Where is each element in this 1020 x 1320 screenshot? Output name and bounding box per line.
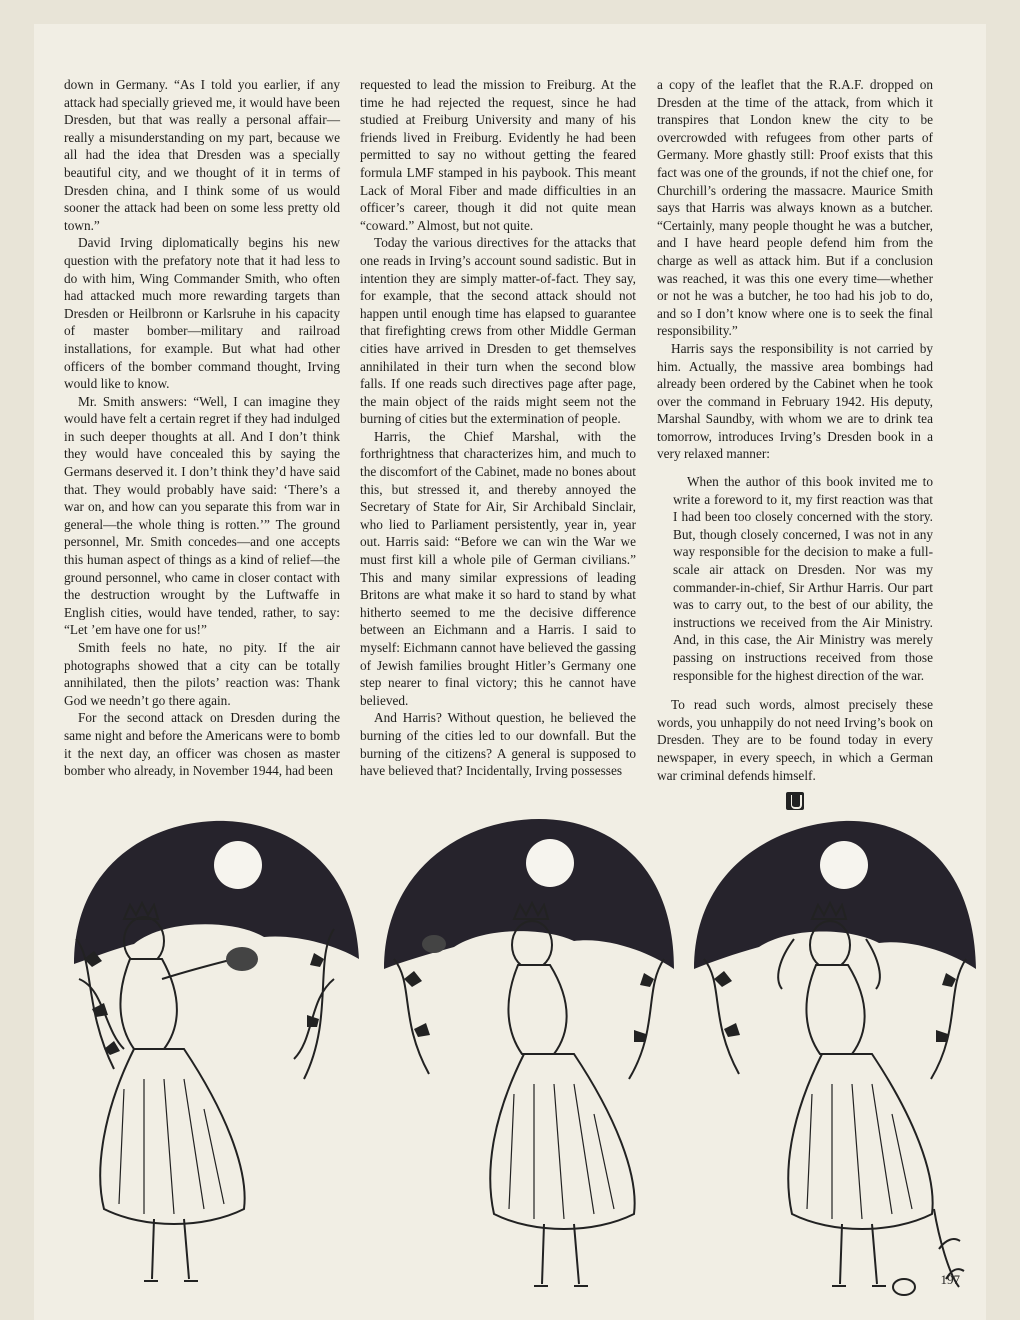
cartoon-panel-1	[74, 821, 359, 1281]
block-quote: When the author of this book invited me to write a foreword to it, my first reaction was that I had been too closely concerned with the story. But, though closely concerned, I was not in any way responsible for the decision to make a full-scale air attack on Dresden. Nor was my commander-in-chief, Sir Arthur Harris. Our part was to carry out, to the best of our ability, the instructions we received from the Air Ministry. And, in this case, the Air Ministry was merely passing on instructions received from those responsible for the highest direction of the war.	[673, 474, 933, 683]
paragraph: To read such words, almost precisely these words, you unhappily do not need Irving’s book on Dresden. They are to be found today in every newspaper, in every speech, in which a German war criminal defends himself.	[657, 697, 933, 783]
text-column-1	[64, 76, 340, 780]
paragraph: For the second attack on Dresden during the same night and before the Americans were to bomb it the next day, an officer was chosen as master bomber who already, in November 1944, had been	[64, 710, 340, 779]
paragraph: Harris says the responsibility is not carried by him. Actually, the massive area bombings had already been ordered by the Cabinet when he took over the command in February 1942. His deputy, Marshal Saundby, with whom we are to drink tea tomorrow, introduces Irving’s Dresden book in a very relaxed manner:	[657, 340, 933, 462]
frog-icon	[226, 947, 258, 971]
magazine-page	[34, 24, 986, 1320]
moon-icon	[820, 841, 868, 889]
paragraph: a copy of the leaflet that the R.A.F. dropped on Dresden at the time of the attack, from which it transpires that London knew the city to be overcrowded with refugees from other parts of Germany. More ghastly still: Proof exists that this fact was one of the grounds, if not the chief one, for Churchill’s ordering the massacre. Maurice Smith says that Harris was always known as a butcher. “Certainly, many people thought he was a butcher, and I have heard people defend him from the charge as well as attack him. But if a conclusion was reached, it was this one every time—whether or not he was a butcher, he too had his job to do, and so I don’t know where one is to seek the final responsibility.”	[657, 77, 933, 339]
paragraph: And Harris? Without question, he believed the burning of the cities led to our downfall. But the burning of the citizens? A general is supposed to have believed that? Incidentally, Irving possesses	[360, 710, 636, 779]
cartoon-panel-2	[384, 819, 674, 1286]
playboy-rabbit-icon	[786, 792, 804, 810]
paragraph: Today the various directives for the attacks that one reads in Irving’s account sound sadistic. But in intention they are simply matter-of-fact. They say, for example, that the second attack should not happen until enough time has elapsed to guarantee that firefighting crews from other Middle German cities have arrived in Dresden to get themselves annihilated in their turn when the second blow falls. If one reads such directives page after page, the main object of the raids might seem not the burning of cities but the extermination of people.	[360, 235, 636, 427]
moon-icon	[526, 839, 574, 887]
moon-icon	[214, 841, 262, 889]
page-number: 197	[940, 1272, 960, 1287]
paragraph: Mr. Smith answers: “Well, I can imagine they would have felt a certain regret if they had indulged in such deeper thoughts at all. And I don’t think they would have concealed this by saying the Germans deserved it. I don’t think they’d have said that. They would probably have said: ‘There’s a war on, and how can you separate this from war in general—the whole thing is rotten.’” The ground personnel, Mr. Smith concedes—and one accepts this human aspect of things as a kind of relief—the ground personnel, who came in closer contact with the destruction wrought by the Luftwaffe in English cities, would have tended, rather, to say: “Let ’em have one for us!”	[64, 393, 340, 638]
cartoon-panel-3	[694, 821, 976, 1295]
paragraph: requested to lead the mission to Freiburg. At the time he had rejected the request, since he had studied at Freiburg University and many of his friends lived in Freiburg. Evidently he had been permitted to say no without getting the feared formula LMF stamped in his paybook. This meant Lack of Moral Fiber and made difficulties in an officer’s career, though it did not quite mean “coward.” Almost, but not quite.	[360, 77, 636, 233]
paragraph: David Irving diplomatically begins his new question with the prefatory note that it had less to do with him, Wing Commander Smith, who often had attacked much more rewarding targets than Dresden or Heilbronn or Karlsruhe in his capacity of master bomber—military and railroad installations, for example. But what had other officers of the bomber command thought, Irving would like to know.	[64, 235, 340, 392]
paragraph: Harris, the Chief Marshal, with the forthrightness that characterizes him, and much to the discomfort of the Cabinet, made no bones about this, but stressed it, and thereby annoyed the Secretary of State for Air, Sir Archibald Sinclair, who lied to Parliament persistently, year in, year out. Harris said: “Before we can win the War we must first kill a whole pile of German civilians.” This and many similar expressions of leading Britons are what make it so hard to stand by what hitherto seemed to me the decisive difference between an Eichmann and a Harris. I said to myself: Eichmann cannot have believed the gassing of Jewish families brought Hitler’s Germany one step nearer to final victory; this he cannot have believed.	[360, 428, 636, 708]
frog-icon	[422, 935, 446, 953]
frog-icon	[893, 1279, 915, 1295]
paragraph: Smith feels no hate, no pity. If the air photographs showed that a city can be totally annihilated, then the pilots’ reaction was: Thank God we needn’t go there again.	[64, 640, 340, 708]
text-column-2	[360, 76, 636, 780]
text-column-3	[657, 76, 933, 810]
cartoon-strip	[34, 809, 986, 1320]
paragraph: down in Germany. “As I told you earlier, if any attack had specially grieved me, it would have been Dresden, but that was really a personal affair—really a misunderstanding on my part, because we all had the idea that Dresden was a specially beautiful city, and we thought of it in terms of Dresden china, and I think some of us would sooner the attack had been on some less pretty old town.”	[64, 77, 340, 233]
